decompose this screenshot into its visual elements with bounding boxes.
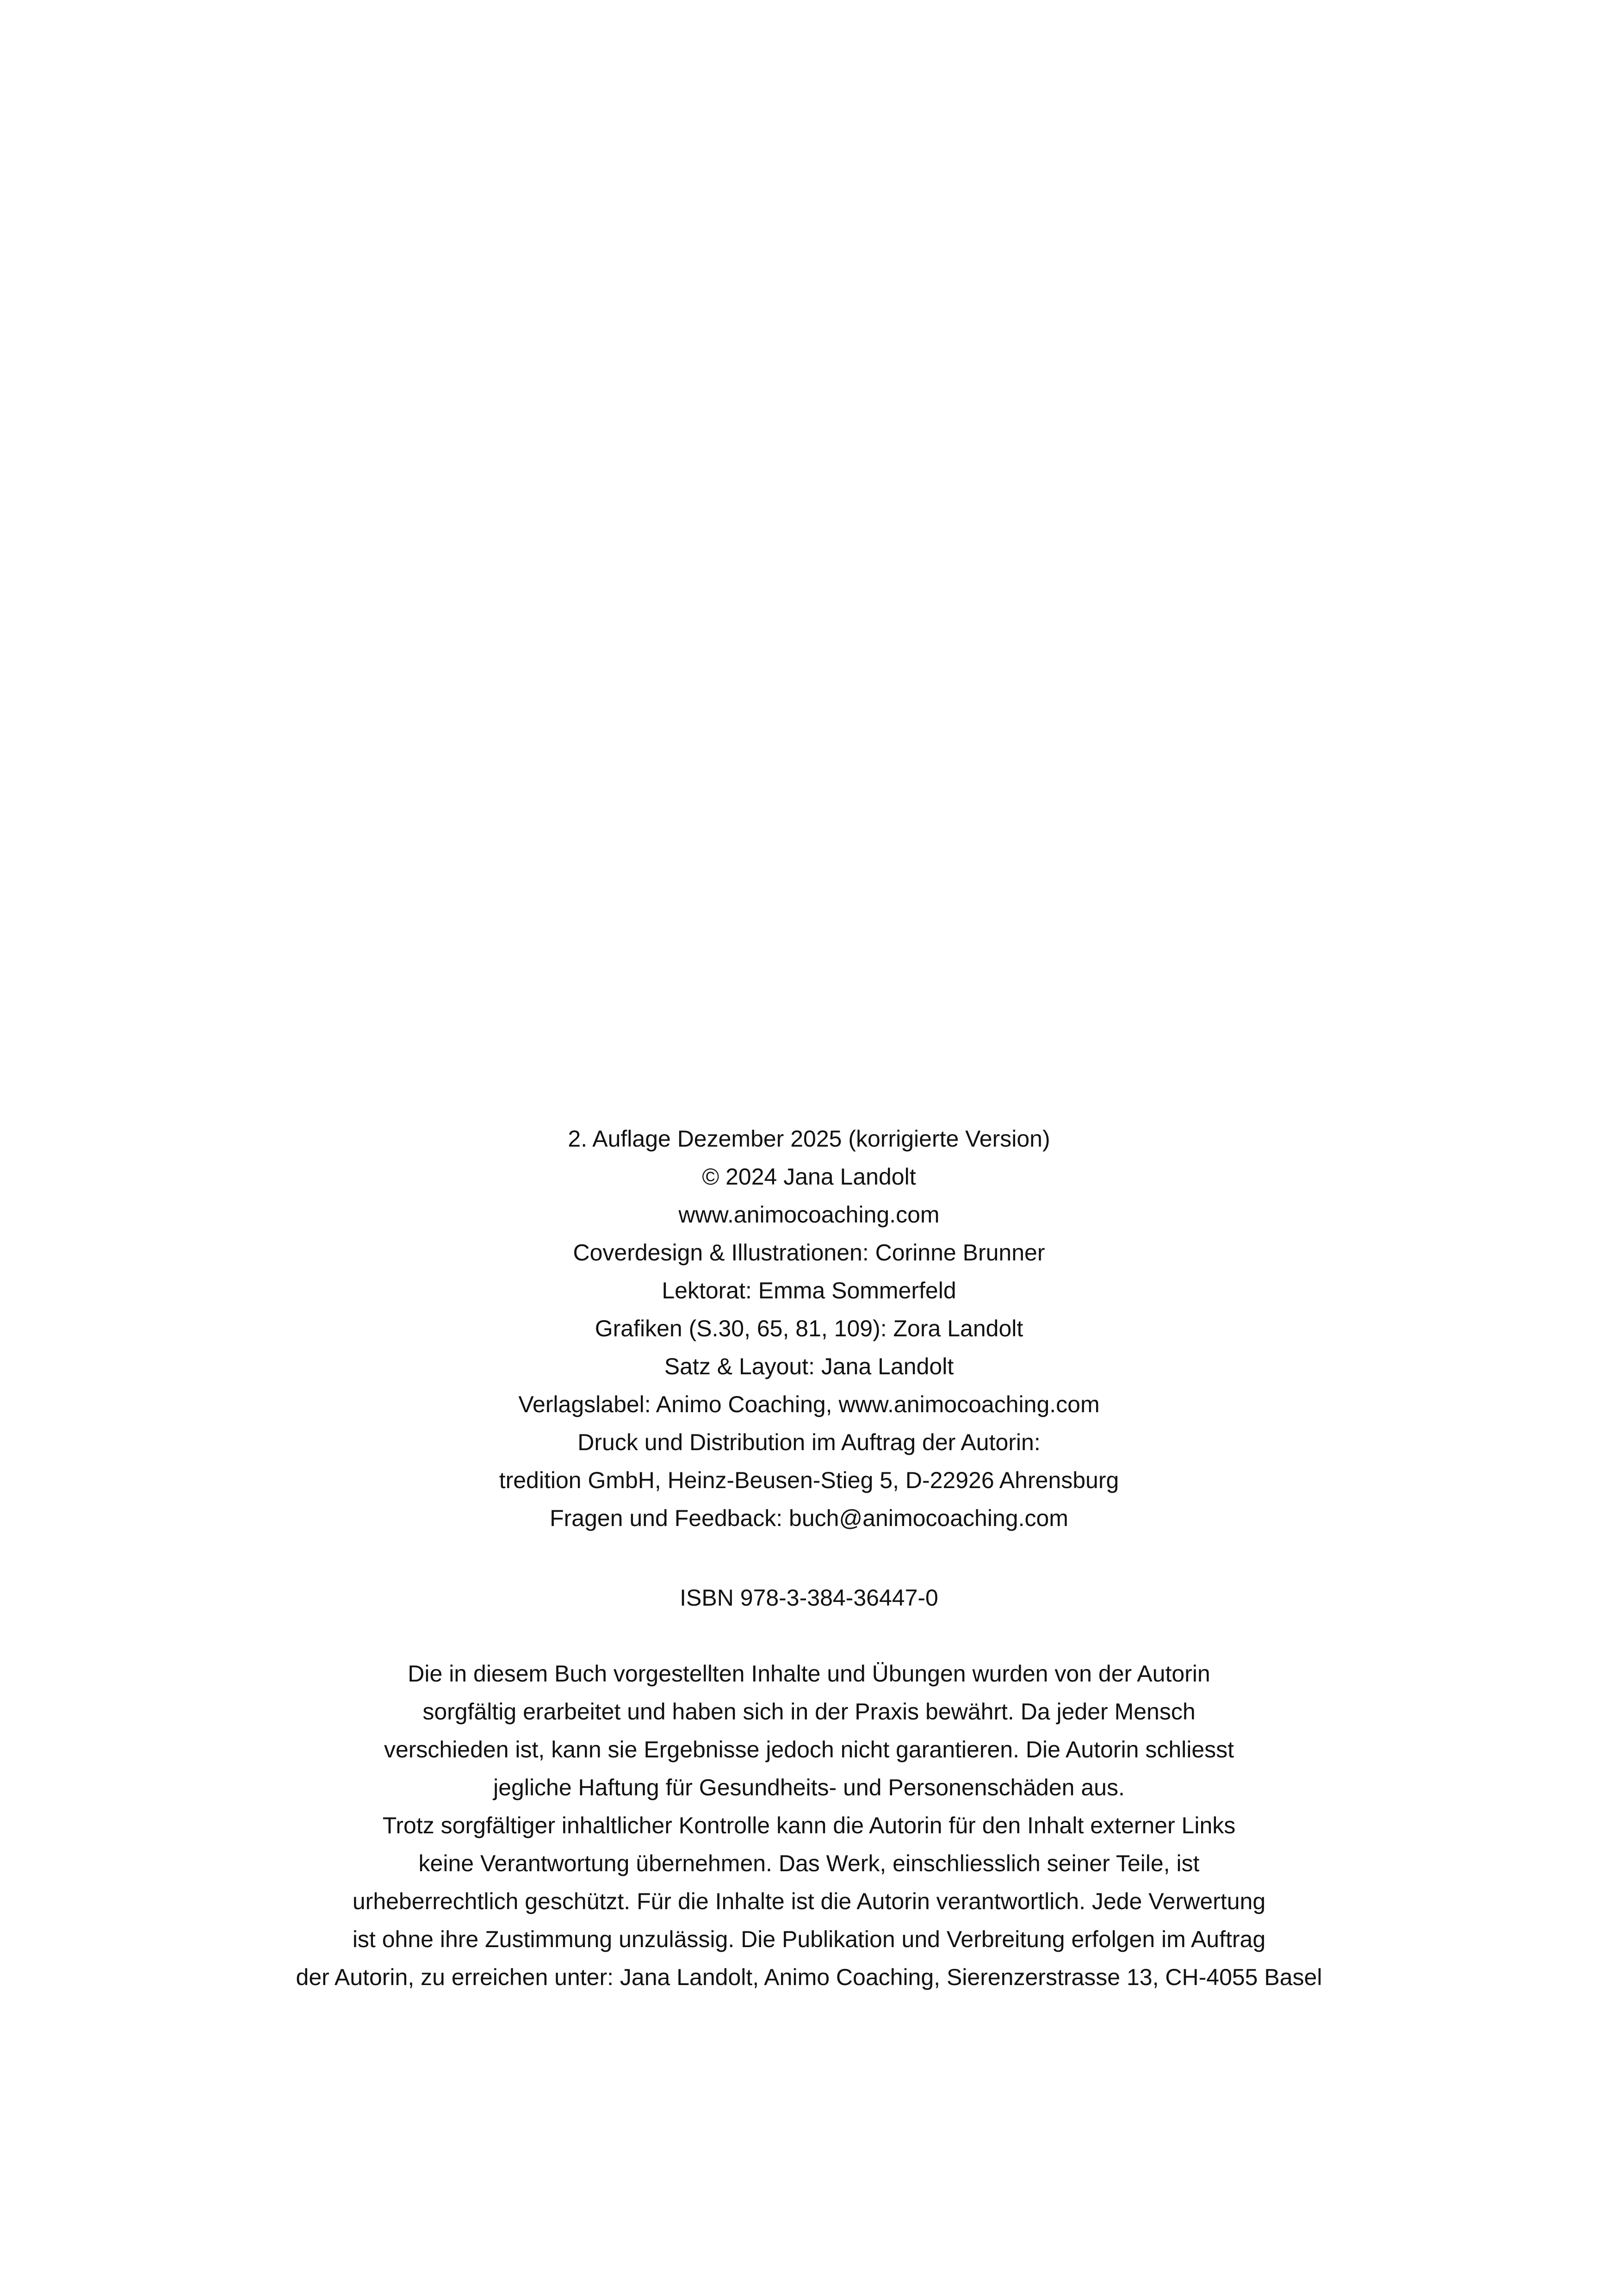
disclaimer-line: Die in diesem Buch vorgestellten Inhalte und Übungen wurden von der Autorin [408, 1661, 1210, 1687]
disclaimer-line: jegliche Haftung für Gesundheits- und Personenschäden aus. [493, 1775, 1125, 1800]
isbn-line: ISBN 978-3-384-36447-0 [680, 1585, 938, 1611]
isbn-block [0, 1579, 1618, 1617]
publisher-label-line: Verlagslabel: Animo Coaching, www.animocoaching.com [518, 1391, 1100, 1417]
disclaimer-line: urheberrechtlich geschützt. Für die Inhalte ist die Autorin verantwortlich. Jede Verwertung [352, 1888, 1266, 1914]
website-line: www.animocoaching.com [678, 1202, 940, 1228]
disclaimer-line: Trotz sorgfältiger inhaltlicher Kontrolle kann die Autorin für den Inhalt externer Links [382, 1812, 1236, 1838]
distributor-address-line: tredition GmbH, Heinz-Beusen-Stieg 5, D-22926 Ahrensburg [499, 1467, 1119, 1493]
disclaimer-line: ist ohne ihre Zustimmung unzulässig. Die Publikation und Verbreitung erfolgen im Auftrag [352, 1926, 1266, 1952]
feedback-line: Fragen und Feedback: buch@animocoaching.com [550, 1505, 1068, 1531]
imprint-credits [0, 1120, 1618, 1537]
graphics-line: Grafiken (S.30, 65, 81, 109): Zora Landolt [595, 1316, 1023, 1341]
copyright-line: © 2024 Jana Landolt [702, 1164, 916, 1190]
disclaimer-block [0, 1655, 1618, 1996]
disclaimer-line: der Autorin, zu erreichen unter: Jana Landolt, Animo Coaching, Sierenzerstrasse 13, CH-4055 Basel [296, 1964, 1322, 1990]
disclaimer-line: keine Verantwortung übernehmen. Das Werk, einschliesslich seiner Teile, ist [418, 1850, 1200, 1876]
cover-design-line: Coverdesign & Illustrationen: Corinne Brunner [573, 1240, 1045, 1266]
disclaimer-line: sorgfältig erarbeitet und haben sich in der Praxis bewährt. Da jeder Mensch [422, 1699, 1196, 1725]
disclaimer-line: verschieden ist, kann sie Ergebnisse jedoch nicht garantieren. Die Autorin schliesst [384, 1737, 1234, 1762]
edition-line: 2. Auflage Dezember 2025 (korrigierte Version) [568, 1126, 1050, 1152]
editing-line: Lektorat: Emma Sommerfeld [662, 1278, 956, 1303]
distribution-line: Druck und Distribution im Auftrag der Autorin: [577, 1429, 1041, 1455]
typesetting-line: Satz & Layout: Jana Landolt [664, 1353, 954, 1379]
